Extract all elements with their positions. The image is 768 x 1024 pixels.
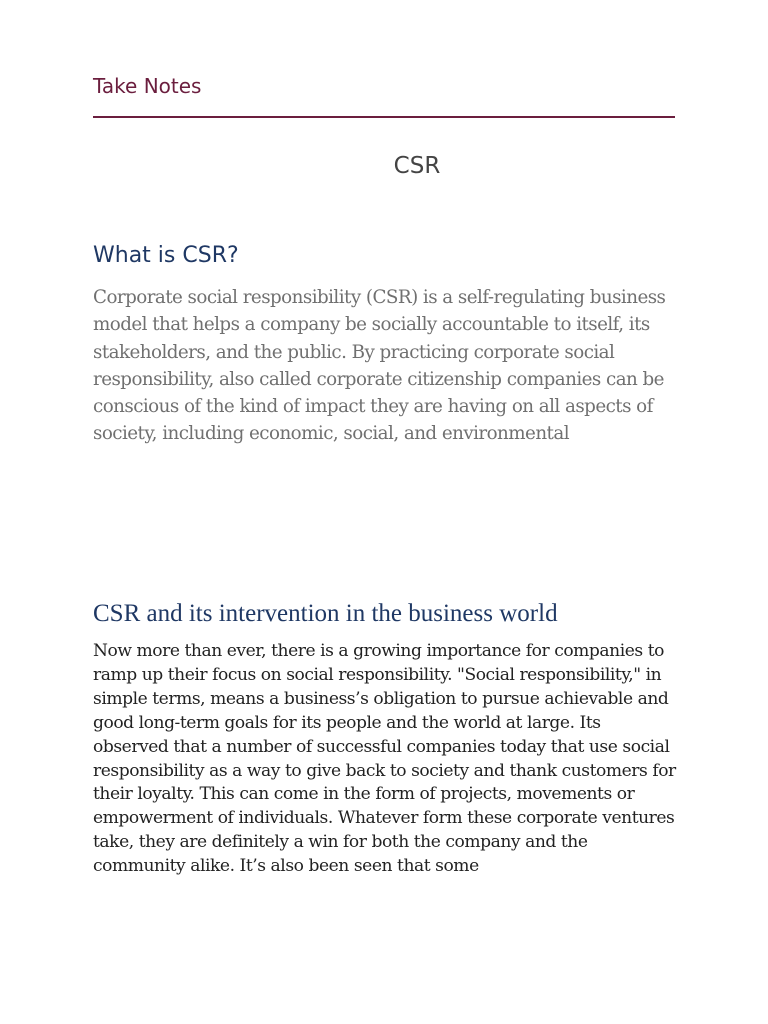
section-paragraph-csr-intervention: Now more than ever, there is a growing importance for companies to ramp up their focus on social responsibility. "Social responsibility," in simple terms, means a business’s obligation to pursue achievable and good long-term goals for its people and the world at large. Its observed that a number of successful companies today that use social responsibility as a way to give back to society and thank customers for their loyalty. This can come in the form of projects, movements or empowerment of individuals. Whatever form these corporate ventures take, they are definitely a win for both the company and the community alike. It’s also been seen that some <box>93 641 676 877</box>
header-title: Take Notes <box>93 74 202 98</box>
section-paragraph-what-is-csr: Corporate social responsibility (CSR) is a self-regulating business model that helps a company be socially accountable to itself, its stakeholders, and the public. By practicing corporate social responsibility, also called corporate citizenship companies can be conscious of the kind of impact they are having on all aspects of society, including economic, social, and environmental <box>93 287 666 445</box>
section-heading-what-is-csr: What is CSR? <box>93 243 239 268</box>
document-title: CSR <box>393 153 441 179</box>
header-divider <box>93 116 675 118</box>
section-heading-csr-intervention: CSR and its intervention in the business world <box>93 600 558 627</box>
